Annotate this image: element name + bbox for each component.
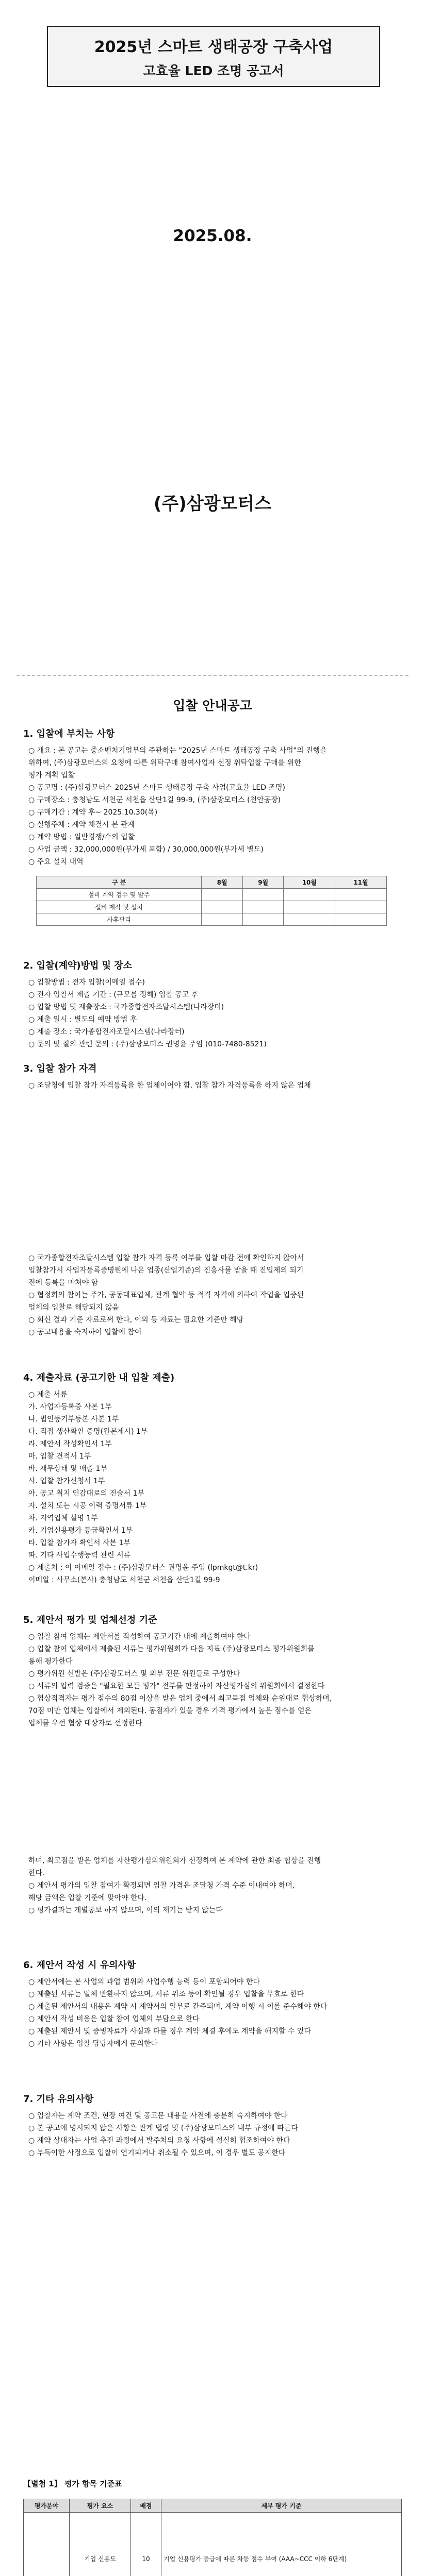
- text-line: ○ 제출된 제안서의 내용은 계약 시 계약서의 일부로 간주되며, 계약 이행 시 이를 준수해야 한다: [28, 2003, 328, 2011]
- table-cell: [242, 889, 284, 901]
- eval-caption: 【별첨 1】 평가 항목 기준표: [23, 2479, 122, 2488]
- text-line: ○ 계약 상대자는 사업 추진 과정에서 발주처의 요청 사항에 성실히 협조하여야 한다: [28, 2137, 290, 2145]
- section-6-body: [28, 1976, 400, 2050]
- text-line: ○ 제출처 : 이 이메일 접수 : (주)삼광모터스 권명윤 주임 (lpmkgt@t.kr): [28, 1564, 258, 1572]
- text-line: ○ 제출 장소 : 국가종합전자조달시스템(나라장터): [28, 1028, 185, 1036]
- schedule-table: [36, 876, 387, 926]
- section-2-heading: 2. 입찰(계약)방법 및 장소: [23, 960, 133, 971]
- section-1-body: [28, 744, 400, 868]
- eval-header: 평가 요소: [70, 2499, 131, 2513]
- section-5-body: [28, 1631, 400, 1730]
- text-line: ○ 평가결과는 개별통보 하지 않으며, 이의 제기는 받지 않는다: [28, 1906, 223, 1914]
- table-row: [37, 901, 387, 913]
- table-cell: 사후관리: [37, 913, 202, 926]
- section-5-heading: 5. 제안서 평가 및 업체선정 기준: [23, 1615, 157, 1625]
- eval-table: [23, 2499, 402, 2576]
- text-line: ○ 전자 입찰서 제출 기간 : (규모를 정해) 입찰 공고 후: [28, 991, 199, 999]
- text-line: 파. 기타 사업수행능력 관련 서류: [28, 1551, 131, 1560]
- text-line: ○ 입찰 참여 업체에서 제출된 서류는 평가위원회가 다음 지표 (주)삼광모터스 평가위원회를: [28, 1645, 315, 1653]
- section-5-continued: [28, 1855, 400, 1917]
- eval-criteria-text: 기업 신용평가 등급에 따른 차등 점수 부여 (AAA~CCC 이하 6단계): [164, 2555, 347, 2563]
- eval-header: 배점: [131, 2499, 161, 2513]
- section-3-heading: 3. 입찰 참가 자격: [23, 1063, 97, 1074]
- text-line: ○ 부득이한 사정으로 입찰이 연기되거나 취소될 수 있으며, 이 경우 별도 공지한다: [28, 2149, 286, 2157]
- table-cell: 설비 제작 및 설치: [37, 901, 202, 913]
- text-line: ○ 조달청에 입찰 참가 자격등록을 한 업체이어야 함. 입찰 참가 자격등록을 하지 않은 업체: [28, 1081, 311, 1090]
- cover-title-box: [47, 26, 380, 87]
- text-line: 가. 사업자등록증 사본 1부: [28, 1403, 112, 1411]
- text-line: 다. 직접 생산확인 증명(원본제시) 1부: [28, 1428, 148, 1436]
- text-line: ○ 제출 서류: [28, 1391, 68, 1399]
- text-line: ○ 제출된 제안서 및 증빙자료가 사실과 다를 경우 계약 체결 후에도 계약을 해지할 수 있다: [28, 2027, 311, 2036]
- eval-table-wrapper: [23, 2499, 402, 2576]
- table-header: 9월: [242, 876, 284, 889]
- table-cell: [202, 889, 243, 901]
- text-line: ○ 주요 설치 내역: [28, 858, 84, 866]
- text-line: 전에 등록을 마쳐야 함: [28, 1279, 99, 1287]
- table-header: 8월: [202, 876, 243, 889]
- text-line: 카. 기업신용평가 등급확인서 1부: [28, 1527, 133, 1535]
- text-line: ○ 제안서 평가의 입찰 참여가 확정되면 입찰 가격은 조달청 가격 수준 이내여야 하며,: [28, 1882, 295, 1890]
- text-line: 70점 미만 업체는 입찰에서 제외된다. 동점자가 있을 경우 가격 평가에서 높은 점수를 얻은: [28, 1707, 312, 1715]
- table-cell: [202, 901, 243, 913]
- text-line: ○ 서류의 입력 검증은 "필요한 모든 평가" 전부를 판정하여 자산평가심의 위원회에서 결정한다: [28, 1682, 325, 1690]
- table-cell: [335, 901, 387, 913]
- text-line: ○ 입찰자는 계약 조건, 현장 여건 및 공고문 내용을 사전에 충분히 숙지하여야 한다: [28, 2112, 288, 2120]
- text-line: ○ 협상적격자는 평가 점수의 80점 이상을 받은 업체 중에서 최고득점 업체와 순위대로 협상하며,: [28, 1694, 332, 1703]
- text-line: 입찰참가시 사업자등록증명원에 나온 업종(산업기준)의 진흥사를 받을 때 진입제외 되기: [28, 1266, 304, 1275]
- text-line: 한다.: [28, 1869, 45, 1877]
- text-line: ○ 기타 사항은 입찰 담당자에게 문의한다: [28, 2040, 158, 2048]
- text-line: 해당 금액은 입찰 기준에 맞아야 한다.: [28, 1894, 147, 1902]
- table-cell: 설비 계약 검수 및 발주: [37, 889, 202, 901]
- eval-category: [24, 2513, 70, 2576]
- eval-criteria: [161, 2513, 402, 2576]
- text-line: 나. 법인등기부등본 사본 1부: [28, 1415, 119, 1423]
- text-line: ○ 개요 : 본 공고는 중소벤처기업부의 주관하는 "2025년 스마트 생태공장 구축 사업"의 진행을: [28, 747, 327, 755]
- table-cell: [284, 913, 335, 926]
- table-cell: [335, 889, 387, 901]
- text-line: 이메일 : 사무소(본사) 충청남도 서천군 서천읍 산단1길 99-9: [28, 1576, 220, 1584]
- section-4-body: [28, 1388, 400, 1586]
- eval-points: 10: [131, 2513, 161, 2576]
- notice-title: 입찰 안내공고: [173, 698, 252, 713]
- text-line: 업체의 입찰로 해당되지 않음: [28, 1303, 119, 1312]
- section-6-heading: 6. 제안서 작성 시 유의사항: [23, 1960, 136, 1971]
- table-header: 구 분: [37, 876, 202, 889]
- text-line: ○ 공고명 : (주)삼광모터스 2025년 스마트 생태공장 구축 사업(고효율 LED 조명): [28, 784, 285, 792]
- section-3-body: [28, 1079, 400, 1092]
- text-line: 위하여, (주)삼광모터스의 요청에 따른 위탁구매 참여사업자 선정 위탁입찰 구매를 위한: [28, 759, 301, 767]
- divider: [17, 675, 408, 676]
- section-3-continued: [28, 1252, 400, 1338]
- cover-title-line1: 2025년 스마트 생태공장 구축사업: [94, 38, 333, 56]
- eval-item: 기업 신용도: [70, 2513, 131, 2576]
- text-line: 아. 공고 취지 인감대로의 진술서 1부: [28, 1489, 144, 1498]
- table-cell: [284, 901, 335, 913]
- text-line: 평가 계획 입찰: [28, 771, 75, 779]
- text-line: ○ 회신 결과 기준 자료로써 한다, 이외 등 자료는 필요한 기준만 해당: [28, 1316, 244, 1324]
- text-line: ○ 제안서 작성 비용은 입찰 참여 업체의 부담으로 한다: [28, 2015, 200, 2023]
- table-cell: [242, 901, 284, 913]
- company-name: (주)삼광모터스: [153, 494, 272, 514]
- table-cell: [335, 913, 387, 926]
- section-1-heading: 1. 입찰에 부치는 사항: [23, 728, 115, 739]
- text-line: 마. 입찰 견적서 1부: [28, 1452, 91, 1461]
- text-line: 자. 설치 또는 시공 이력 증명서류 1부: [28, 1502, 147, 1510]
- text-line: ○ 구매기간 : 계약 후~ 2025.10.30(목): [28, 808, 158, 817]
- text-line: ○ 제안서에는 본 사업의 과업 범위와 사업수행 능력 등이 포함되어야 한다: [28, 1978, 260, 1986]
- text-line: ○ 문의 및 질의 관련 문의 : (주)삼광모터스 권명윤 주임 (010-7480-8521): [28, 1040, 267, 1048]
- cover-title-line2: 고효율 LED 조명 공고서: [143, 63, 284, 78]
- text-line: ○ 실행주체 : 계약 체결시 본 관계: [28, 821, 135, 829]
- text-line: 타. 입찰 참가자 확인서 사본 1부: [28, 1539, 130, 1547]
- table-row: [37, 889, 387, 901]
- table-row: [37, 913, 387, 926]
- text-line: 업체를 우선 협상 대상자로 선정한다: [28, 1719, 142, 1727]
- section-7-heading: 7. 기타 유의사항: [23, 2094, 94, 2105]
- table-header: 11월: [335, 876, 387, 889]
- text-line: ○ 계약 방법 : 일반경쟁/수의 입찰: [28, 833, 135, 841]
- section-2-body: [28, 976, 400, 1050]
- text-line: ○ 공고내용을 숙지하여 입찰에 참여: [28, 1328, 142, 1336]
- text-line: 바. 재무상태 및 매출 1부: [28, 1465, 107, 1473]
- text-line: ○ 국가종합전자조달시스템 입찰 참가 자격 등록 여부를 입찰 마감 전에 확인하지 않아서: [28, 1254, 304, 1262]
- text-line: 하며, 최고점을 받은 업체를 자산평가심의위원회가 선정하여 본 계약에 관한 최종 협상을 진행: [28, 1857, 321, 1865]
- text-line: ○ 입찰 방법 및 제출장소 : 국가종합전자조달시스템(나라장터): [28, 1003, 224, 1011]
- table-row: [24, 2513, 402, 2576]
- eval-header: 평가분야: [24, 2499, 70, 2513]
- section-7-body: [28, 2110, 400, 2159]
- text-line: 사. 입찰 참가신청서 1부: [28, 1477, 105, 1485]
- table-cell: [284, 889, 335, 901]
- text-line: ○ 구매장소 : 충청남도 서천군 서천읍 산단1길 99-9, (주)삼광모터스 (천안공장): [28, 796, 281, 804]
- section-4-heading: 4. 제출자료 (공고기한 내 입찰 제출): [23, 1372, 175, 1383]
- table-cell: [242, 913, 284, 926]
- text-line: ○ 제출된 서류는 일체 반환하지 않으며, 서류 위조 등이 확인될 경우 입찰을 무효로 한다: [28, 1990, 304, 1998]
- text-line: ○ 입찰 참여 업체는 제안서를 작성하여 공고기간 내에 제출하여야 한다: [28, 1633, 251, 1641]
- table-header: 10월: [284, 876, 335, 889]
- text-line: 차. 지역업체 설명 1부: [28, 1514, 98, 1522]
- table-cell: [202, 913, 243, 926]
- eval-header: 세부 평가 기준: [161, 2499, 402, 2513]
- text-line: ○ 본 공고에 명시되지 않은 사항은 관계 법령 및 (주)삼광모터스의 내부 규정에 따른다: [28, 2124, 298, 2132]
- text-line: ○ 평가위원 선발은 (주)삼광모터스 및 외부 전문 위원들로 구성한다: [28, 1670, 240, 1678]
- text-line: 라. 제안서 작성확인서 1부: [28, 1440, 112, 1448]
- text-line: 통해 평가한다: [28, 1657, 73, 1666]
- document-date: 2025.08.: [173, 227, 252, 245]
- text-line: ○ 협정회의 참여는 주가, 공동대표업체, 관계 협약 등 적격 자격에 의하여 작업을 입증된: [28, 1291, 304, 1299]
- text-line: ○ 사업 금액 : 32,000,000원(부가세 포함) / 30,000,000원(부가세 별도): [28, 845, 264, 854]
- text-line: ○ 입찰방법 : 전자 입찰(이메일 접수): [28, 978, 145, 987]
- text-line: ○ 제출 일시 : 별도의 예약 방법 후: [28, 1015, 137, 1024]
